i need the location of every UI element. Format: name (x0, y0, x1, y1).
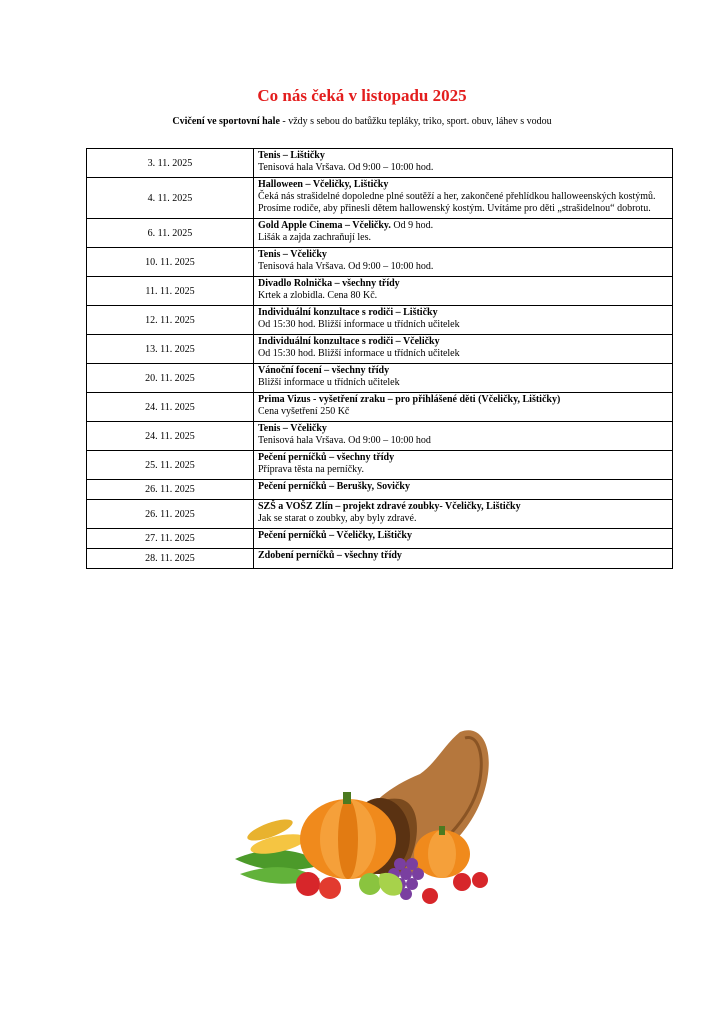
event-title-bold: Tenis – Lištičky (258, 150, 325, 161)
event-row (87, 306, 673, 335)
event-details (254, 480, 673, 500)
event-row (87, 480, 673, 500)
event-description: Tenisová hala Vršava. Od 9:00 – 10:00 hod (258, 435, 431, 446)
event-date: 3. 11. 2025 (87, 149, 254, 178)
event-details (254, 422, 673, 451)
event-description: Od 15:30 hod. Bližší informace u třídních učitelek (258, 348, 460, 359)
event-row (87, 248, 673, 277)
event-title (258, 249, 668, 261)
event-date: 27. 11. 2025 (87, 529, 254, 549)
event-row (87, 422, 673, 451)
event-details (254, 306, 673, 335)
event-date: 20. 11. 2025 (87, 364, 254, 393)
event-title (258, 307, 668, 319)
event-title (258, 336, 668, 348)
event-details (254, 364, 673, 393)
event-details (254, 549, 673, 569)
event-title-bold: Pečení perníčků – všechny třídy (258, 452, 395, 463)
event-date: 10. 11. 2025 (87, 248, 254, 277)
event-date: 4. 11. 2025 (87, 178, 254, 219)
event-title (258, 423, 668, 435)
event-title (258, 278, 668, 290)
event-row (87, 393, 673, 422)
event-details (254, 219, 673, 248)
event-row (87, 178, 673, 219)
event-details (254, 393, 673, 422)
event-details (254, 500, 673, 529)
cornucopia-illustration (230, 724, 502, 910)
event-title (258, 501, 668, 513)
event-title (258, 365, 668, 377)
event-description: Krtek a zlobidla. Cena 80 Kč. (258, 290, 378, 301)
event-row (87, 277, 673, 306)
event-date: 12. 11. 2025 (87, 306, 254, 335)
event-title-bold: Tenis – Včeličky (258, 249, 327, 260)
event-title-bold: Gold Apple Cinema – Včeličky. (258, 220, 391, 231)
event-description: Lišák a zajda zachraňují les. (258, 232, 371, 243)
event-date: 24. 11. 2025 (87, 393, 254, 422)
event-row (87, 549, 673, 569)
event-title-bold: Tenis – Včeličky (258, 423, 327, 434)
event-title-bold: Individuální konzultace s rodiči – Lištičky (258, 307, 438, 318)
event-title (258, 179, 668, 191)
event-title-bold: Pečení perníčků – Včeličky, Lištičky (258, 530, 412, 541)
event-date: 6. 11. 2025 (87, 219, 254, 248)
event-row (87, 364, 673, 393)
event-title-rest: Od 9 hod. (390, 220, 434, 231)
event-date: 26. 11. 2025 (87, 500, 254, 529)
event-date: 28. 11. 2025 (87, 549, 254, 569)
event-title (258, 394, 668, 406)
subtitle-bold: Cvičení ve sportovní hale (172, 116, 280, 127)
page-subtitle (0, 116, 724, 127)
event-date: 25. 11. 2025 (87, 451, 254, 480)
event-row (87, 529, 673, 549)
event-title-bold: Vánoční focení – všechny třídy (258, 365, 390, 376)
event-details (254, 248, 673, 277)
event-row (87, 500, 673, 529)
event-title-bold: Pečení perníčků – Berušky, Sovičky (258, 481, 410, 492)
event-title-bold: SZŠ a VOŠZ Zlín – projekt zdravé zoubky- Včeličky, Lištičky (258, 501, 521, 512)
event-details (254, 149, 673, 178)
event-details (254, 529, 673, 549)
event-date: 26. 11. 2025 (87, 480, 254, 500)
page-title: Co nás čeká v listopadu 2025 (257, 86, 467, 105)
event-description: Od 15:30 hod. Bližší informace u třídních učitelek (258, 319, 460, 330)
event-row (87, 219, 673, 248)
event-date: 13. 11. 2025 (87, 335, 254, 364)
event-title (258, 452, 668, 464)
event-description: Jak se starat o zoubky, aby byly zdravé. (258, 513, 417, 524)
event-description: Čeká nás strašidelné dopoledne plné soutěží a her, zakončené přehlídkou halloweenských kostýmů. Prosíme rodiče, aby přinesli dětem hallowenský kostým. Uvítáme pro děti „strašidelnou“ dobrotu. (258, 191, 656, 214)
event-row (87, 451, 673, 480)
event-row (87, 335, 673, 364)
events-table (86, 148, 673, 569)
event-description: Příprava těsta na perníčky. (258, 464, 364, 475)
event-details (254, 277, 673, 306)
event-description: Bližší informace u třídních učitelek (258, 377, 400, 388)
event-details (254, 178, 673, 219)
event-title (258, 550, 668, 562)
event-description: Tenisová hala Vršava. Od 9:00 – 10:00 hod. (258, 261, 434, 272)
event-description: Tenisová hala Vršava. Od 9:00 – 10:00 hod. (258, 162, 434, 173)
event-row (87, 149, 673, 178)
event-details (254, 451, 673, 480)
event-description: Cena vyšetření 250 Kč (258, 406, 350, 417)
event-title (258, 150, 668, 162)
event-title-bold: Divadlo Rolnička – všechny třídy (258, 278, 400, 289)
event-title-bold: Halloween – Včeličky, Lištičky (258, 179, 389, 190)
event-title (258, 220, 668, 232)
event-title-bold: Zdobení perníčků – všechny třídy (258, 550, 402, 561)
event-title-bold: Individuální konzultace s rodiči – Včeličky (258, 336, 440, 347)
event-title (258, 530, 668, 542)
event-title-bold: Prima Vizus - vyšetření zraku – pro přihlášené děti (Včeličky, Lištičky) (258, 394, 561, 405)
event-date: 11. 11. 2025 (87, 277, 254, 306)
event-details (254, 335, 673, 364)
subtitle-text: - vždy s sebou do batůžku tepláky, triko, sport. obuv, láhev s vodou (279, 116, 552, 127)
event-date: 24. 11. 2025 (87, 422, 254, 451)
event-title (258, 481, 668, 493)
